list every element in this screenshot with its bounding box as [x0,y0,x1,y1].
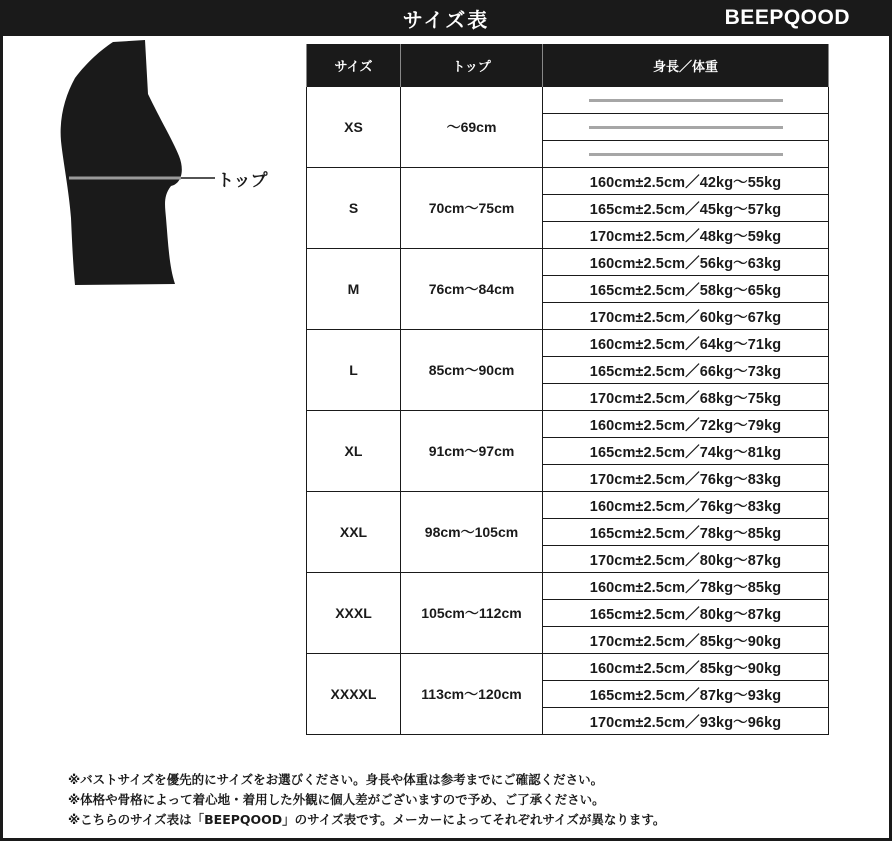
size-cell: XXXL [307,573,401,654]
top-cell: 105cm～112cm [401,573,543,654]
height-weight-cell: 160cm±2.5cm／85kg～90kg [543,654,829,681]
height-weight-cell: 170cm±2.5cm／60kg～67kg [543,303,829,330]
height-weight-cell: 160cm±2.5cm／76kg～83kg [543,492,829,519]
height-weight-cell: 165cm±2.5cm／78kg～85kg [543,519,829,546]
note-line: ※こちらのサイズ表は「BEEPQOOD」のサイズ表です。メーカーによってそれぞれサイズが異なります。 [68,812,666,827]
size-table-body [307,87,829,735]
table-row [307,573,829,600]
size-cell: S [307,168,401,249]
table-header-row [307,44,829,87]
height-weight-cell: 165cm±2.5cm／66kg～73kg [543,357,829,384]
height-weight-cell: 160cm±2.5cm／64kg～71kg [543,330,829,357]
top-cell: 91cm～97cm [401,411,543,492]
height-weight-cell: 160cm±2.5cm／78kg～85kg [543,573,829,600]
height-weight-cell: 165cm±2.5cm／87kg～93kg [543,681,829,708]
height-weight-cell: 165cm±2.5cm／58kg～65kg [543,276,829,303]
dash-line [589,126,783,129]
height-weight-cell: 170cm±2.5cm／68kg～75kg [543,384,829,411]
size-cell: M [307,249,401,330]
column-header-size: サイズ [307,44,401,87]
note-line: ※体格や骨格によって着心地・着用した外観に個人差がございますので予め、ご了承ください。 [68,792,605,807]
height-weight-cell: 165cm±2.5cm／74kg～81kg [543,438,829,465]
note-line: ※バストサイズを優先的にサイズをお選びください。身長や体重は参考までにご確認ください。 [68,772,604,787]
size-table [306,44,829,735]
column-header-height-weight: 身長／体重 [543,44,829,87]
table-row [307,654,829,681]
table-row [307,249,829,276]
top-cell: ～69cm [401,87,543,168]
table-row [307,168,829,195]
height-weight-cell: 170cm±2.5cm／76kg～83kg [543,465,829,492]
dash-line [589,99,783,102]
notes [68,770,665,830]
size-cell: XXXXL [307,654,401,735]
header-bar [0,0,892,36]
size-cell: XL [307,411,401,492]
brand-logo: BEEPQOOD [724,6,850,29]
height-weight-cell: 170cm±2.5cm／48kg～59kg [543,222,829,249]
size-chart-panel [3,36,889,838]
height-weight-cell: 160cm±2.5cm／42kg～55kg [543,168,829,195]
size-cell: XS [307,87,401,168]
size-cell: L [307,330,401,411]
table-row [307,87,829,114]
empty-cell [543,141,829,168]
top-cell: 113cm～120cm [401,654,543,735]
table-row [307,330,829,357]
top-cell: 98cm～105cm [401,492,543,573]
column-header-top: トップ [401,44,543,87]
dash-line [589,153,783,156]
height-weight-cell: 165cm±2.5cm／80kg～87kg [543,600,829,627]
height-weight-cell: 165cm±2.5cm／45kg～57kg [543,195,829,222]
height-weight-cell: 170cm±2.5cm／93kg～96kg [543,708,829,735]
table-row [307,411,829,438]
empty-cell [543,87,829,114]
height-weight-cell: 160cm±2.5cm／72kg～79kg [543,411,829,438]
height-weight-cell: 170cm±2.5cm／80kg～87kg [543,546,829,573]
top-measure-label: トップ [217,171,268,191]
height-weight-cell: 170cm±2.5cm／85kg～90kg [543,627,829,654]
size-cell: XXL [307,492,401,573]
page-title: サイズ表 [402,8,490,32]
empty-cell [543,114,829,141]
top-cell: 85cm～90cm [401,330,543,411]
height-weight-cell: 160cm±2.5cm／56kg～63kg [543,249,829,276]
top-cell: 76cm～84cm [401,249,543,330]
top-cell: 70cm～75cm [401,168,543,249]
table-row [307,492,829,519]
